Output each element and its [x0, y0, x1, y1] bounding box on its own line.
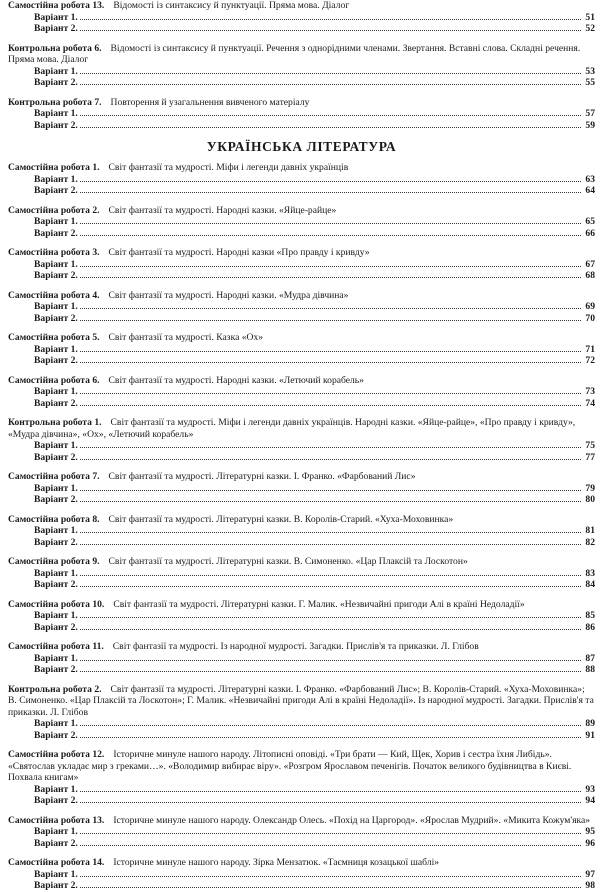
dot-leader	[80, 671, 581, 672]
entry-heading	[8, 514, 595, 526]
page-number: 67	[585, 258, 595, 270]
toc-entry	[8, 162, 595, 197]
entry-heading	[8, 162, 595, 174]
toc-entry	[8, 332, 595, 367]
page-number: 81	[585, 525, 595, 536]
entry-topic: Світ фантазії та мудрості. Із народної мудрості. Загадки. Прислів'я та приказки. Л. Глібов	[112, 641, 479, 652]
variant-name: Варіант 1.	[34, 343, 78, 355]
entry-heading	[8, 290, 595, 302]
variant-line[interactable]	[8, 216, 595, 228]
dot-leader	[80, 737, 581, 738]
page-number: 65	[585, 216, 595, 227]
page-number: 86	[585, 621, 595, 633]
entry-topic: Світ фантазії та мудрості. Літературні казки. В. Симоненко. «Цар Плаксій та Лоскотон»	[108, 556, 468, 567]
variant-line[interactable]	[8, 174, 595, 186]
variant-line[interactable]	[8, 494, 595, 506]
page-number: 91	[585, 729, 595, 741]
entry-topic: Світ фантазії та мудрості. Народні казки. «Яйце-райце»	[108, 204, 337, 216]
dot-leader	[80, 447, 581, 448]
page-number: 75	[585, 440, 595, 451]
variant-name: Варіант 1.	[34, 216, 78, 227]
variant-name: Варіант 1.	[34, 108, 78, 119]
variant-line[interactable]	[8, 718, 595, 730]
toc-entry	[8, 749, 595, 807]
variant-line[interactable]	[8, 795, 595, 807]
entry-label: Самостійна робота 5.	[8, 332, 100, 343]
entry-topic: Світ фантазії та мудрості. Літературні казки. Г. Малик. «Незвичайні пригоди Алі в країні Недоладії»	[113, 598, 525, 610]
toc-entry	[8, 471, 595, 506]
entry-topic: Світ фантазії та мудрості. Літературні казки. І. Франко. «Фарбований Лис»	[108, 471, 416, 482]
variant-name: Варіант 2.	[34, 270, 78, 281]
page-number: 57	[585, 108, 595, 119]
dot-leader	[80, 501, 581, 502]
toc-entry	[8, 641, 595, 676]
dot-leader	[80, 459, 581, 460]
variant-name: Варіант 2.	[34, 355, 78, 366]
page-number: 98	[585, 880, 595, 891]
page-number: 87	[585, 652, 595, 664]
page-number: 85	[585, 610, 595, 621]
toc-entry	[8, 599, 595, 634]
variant-line[interactable]	[8, 12, 595, 24]
entry-heading	[8, 205, 595, 217]
entry-topic: Світ фантазії та мудрості. Народні казки. «Мудра дівчина»	[108, 289, 349, 301]
entry-label: Самостійна робота 13.	[8, 814, 105, 826]
variant-name: Варіант 1.	[34, 567, 78, 579]
toc-entry	[8, 375, 595, 410]
dot-leader	[80, 629, 581, 630]
entry-heading	[8, 556, 595, 568]
variant-line[interactable]	[8, 653, 595, 665]
dot-leader	[80, 362, 581, 363]
variant-name: Варіант 2.	[34, 536, 78, 548]
variant-line[interactable]	[8, 838, 595, 850]
variant-line[interactable]	[8, 313, 595, 325]
dot-leader	[80, 660, 581, 661]
page-number: 73	[585, 386, 595, 397]
entry-heading	[8, 417, 595, 440]
page-number: 82	[585, 536, 595, 548]
variant-line[interactable]	[8, 386, 595, 398]
variant-name: Варіант 1.	[34, 258, 78, 270]
variant-line[interactable]	[8, 344, 595, 356]
dot-leader	[80, 791, 581, 792]
variant-name: Варіант 2.	[34, 397, 78, 409]
page-number: 94	[585, 795, 595, 806]
entry-label: Самостійна робота 7.	[8, 471, 100, 482]
variant-name: Варіант 2.	[34, 227, 78, 239]
variant-name: Варіант 1.	[34, 482, 78, 494]
dot-leader	[80, 617, 581, 618]
entry-heading	[8, 471, 595, 483]
toc-entry	[8, 417, 595, 463]
dot-leader	[80, 575, 581, 576]
entry-label: Самостійна робота 9.	[8, 556, 100, 567]
entry-heading	[8, 247, 595, 259]
variant-line[interactable]	[8, 525, 595, 537]
variant-line[interactable]	[8, 228, 595, 240]
variant-line[interactable]	[8, 610, 595, 622]
variant-line[interactable]	[8, 664, 595, 676]
variant-line[interactable]	[8, 440, 595, 452]
page-number: 79	[585, 482, 595, 494]
variant-line[interactable]	[8, 880, 595, 892]
page-number: 71	[585, 343, 595, 355]
variant-line[interactable]	[8, 537, 595, 549]
variant-name: Варіант 1.	[34, 868, 78, 880]
entry-heading	[8, 599, 595, 611]
page-number: 63	[585, 173, 595, 185]
page-number: 68	[585, 270, 595, 281]
variant-name: Варіант 2.	[34, 77, 78, 88]
toc-entry	[8, 0, 595, 35]
variant-name: Варіант 2.	[34, 795, 78, 806]
toc-entry	[8, 684, 595, 742]
entry-heading	[8, 43, 595, 66]
toc-entry	[8, 514, 595, 549]
entry-heading	[8, 375, 595, 387]
variant-name: Варіант 2.	[34, 621, 78, 633]
toc-entry	[8, 247, 595, 282]
dot-leader	[80, 393, 581, 394]
page-number: 77	[585, 451, 595, 463]
toc-entry	[8, 857, 595, 892]
page-number: 72	[585, 355, 595, 366]
variant-name: Варіант 2.	[34, 880, 78, 891]
page-number: 95	[585, 826, 595, 837]
entry-heading	[8, 641, 595, 653]
dot-leader	[80, 266, 581, 267]
variant-line[interactable]	[8, 259, 595, 271]
page-number: 66	[585, 227, 595, 239]
variant-name: Варіант 1.	[34, 386, 78, 397]
entry-heading	[8, 0, 595, 12]
variant-line[interactable]	[8, 579, 595, 591]
variant-name: Варіант 2.	[34, 312, 78, 324]
variant-line[interactable]	[8, 483, 595, 495]
variant-name: Варіант 1.	[34, 783, 78, 795]
entry-heading	[8, 857, 595, 869]
toc-section	[8, 0, 595, 131]
variant-name: Варіант 1.	[34, 301, 78, 312]
entry-label: Контрольна робота 2.	[8, 683, 102, 695]
variant-line[interactable]	[8, 452, 595, 464]
dot-leader	[80, 115, 581, 116]
page-number: 64	[585, 185, 595, 196]
variant-line[interactable]	[8, 398, 595, 410]
variant-name: Варіант 2.	[34, 579, 78, 590]
dot-leader	[80, 845, 581, 846]
dot-leader	[80, 490, 581, 491]
variant-name: Варіант 1.	[34, 525, 78, 536]
entry-label: Контрольна робота 1.	[8, 417, 102, 428]
variant-name: Варіант 1.	[34, 826, 78, 837]
dot-leader	[80, 405, 581, 406]
page-number: 80	[585, 494, 595, 505]
variant-name: Варіант 1.	[34, 440, 78, 451]
entry-heading	[8, 684, 595, 719]
entry-label: Самостійна робота 4.	[8, 289, 100, 301]
entry-label: Самостійна робота 2.	[8, 204, 100, 216]
variant-line[interactable]	[8, 869, 595, 881]
variant-line[interactable]	[8, 77, 595, 89]
entry-label: Самостійна робота 8.	[8, 513, 100, 525]
dot-leader	[80, 19, 581, 20]
dot-leader	[80, 887, 581, 888]
dot-leader	[80, 192, 581, 193]
toc-entry	[8, 290, 595, 325]
dot-leader	[80, 84, 581, 85]
entry-heading	[8, 332, 595, 344]
variant-line[interactable]	[8, 568, 595, 580]
variant-name: Варіант 2.	[34, 729, 78, 741]
entry-topic: Світ фантазії та мудрості. Казка «Ох»	[108, 332, 264, 343]
entry-topic: Відомості із синтаксису й пунктуації. Речення з однорідними членами. Звертання. Вставні слова. Складні речення. Пряма мова. Діалог	[8, 42, 581, 65]
page-number: 52	[585, 23, 595, 34]
variant-name: Варіант 1.	[34, 11, 78, 23]
variant-name: Варіант 2.	[34, 23, 78, 34]
entry-label: Самостійна робота 12.	[8, 749, 105, 760]
entry-topic: Світ фантазії та мудрості. Літературні казки. І. Франко. «Фарбований Лис»; В. Королів-Старий. «Хуха-Моховинка»; В. Симоненко. «Цар Плаксій та Лоскотон»; Г. Малик. «Незвичайні пригоди Алі в країні Недоладії». Із народної мудрості. Загадки. Прислів'я та приказки. Л. Глібов	[8, 683, 594, 718]
page-number: 93	[585, 783, 595, 795]
variant-name: Варіант 2.	[34, 494, 78, 505]
page-number: 55	[585, 77, 595, 88]
page-number: 96	[585, 837, 595, 849]
entry-label: Самостійна робота 3.	[8, 247, 100, 258]
variant-name: Варіант 2.	[34, 185, 78, 196]
page-number: 97	[585, 868, 595, 880]
dot-leader	[80, 320, 581, 321]
variant-name: Варіант 1.	[34, 610, 78, 621]
entry-label: Самостійна робота 10.	[8, 598, 105, 610]
page-number: 51	[585, 11, 595, 23]
entry-topic: Світ фантазії та мудрості. Народні казки. «Летючий корабель»	[108, 374, 364, 386]
dot-leader	[80, 802, 581, 803]
entry-heading	[8, 815, 595, 827]
dot-leader	[80, 833, 581, 834]
dot-leader	[80, 876, 581, 877]
variant-name: Варіант 2.	[34, 664, 78, 675]
toc-entry	[8, 97, 595, 132]
dot-leader	[80, 30, 581, 31]
dot-leader	[80, 586, 581, 587]
page-number: 74	[585, 397, 595, 409]
entry-topic: Історичне минуле нашого народу. Літописні оповіді. «Три брати — Кий, Щек, Хорив і сестра їхня Либідь». «Святослав укладає мир з греками…». «Володимир вибирає віру». «Розгром Ярославом печенігів. Початок великого будівництва в Києві. Похвала книгам»	[8, 749, 572, 783]
entry-topic: Повторення й узагальнення вивченого матеріалу	[110, 96, 310, 108]
entry-topic: Світ фантазії та мудрості. Народні казки «Про правду і кривду»	[108, 247, 370, 258]
variant-line[interactable]	[8, 108, 595, 120]
variant-line[interactable]	[8, 185, 595, 197]
variant-line[interactable]	[8, 301, 595, 313]
page-number: 89	[585, 718, 595, 729]
variant-line[interactable]	[8, 784, 595, 796]
toc-entry	[8, 205, 595, 240]
dot-leader	[80, 725, 581, 726]
page-number: 83	[585, 567, 595, 579]
page-number: 53	[585, 65, 595, 77]
entry-topic: Світ фантазії та мудрості. Міфи і легенди давніх українців	[108, 162, 349, 173]
toc-entry	[8, 815, 595, 850]
dot-leader	[80, 127, 581, 128]
entry-topic: Світ фантазії та мудрості. Літературні казки. В. Королів-Старий. «Хуха-Моховинка»	[108, 513, 454, 525]
entry-heading	[8, 749, 595, 784]
variant-line[interactable]	[8, 826, 595, 838]
dot-leader	[80, 73, 581, 74]
entry-label: Контрольна робота 6.	[8, 42, 102, 54]
entry-topic: Історичне минуле нашого народу. Зірка Мензатюк. «Таємниця козацької шаблі»	[113, 857, 440, 868]
entry-label: Самостійна робота 14.	[8, 857, 105, 868]
dot-leader	[80, 235, 581, 236]
dot-leader	[80, 544, 581, 545]
dot-leader	[80, 308, 581, 309]
variant-name: Варіант 1.	[34, 652, 78, 664]
variant-line[interactable]	[8, 355, 595, 367]
variant-line[interactable]	[8, 730, 595, 742]
variant-name: Варіант 1.	[34, 65, 78, 77]
entry-heading	[8, 97, 595, 109]
variant-name: Варіант 2.	[34, 837, 78, 849]
toc-entry	[8, 43, 595, 89]
variant-line[interactable]	[8, 270, 595, 282]
page-number: 70	[585, 312, 595, 324]
dot-leader	[80, 351, 581, 352]
dot-leader	[80, 277, 581, 278]
entry-label: Самостійна робота 1.	[8, 162, 100, 173]
dot-leader	[80, 223, 581, 224]
section-title: УКРАЇНСЬКА ЛІТЕРАТУРА	[206, 139, 397, 154]
variant-name: Варіант 1.	[34, 718, 78, 729]
entry-label: Контрольна робота 7.	[8, 96, 102, 108]
variant-name: Варіант 2.	[34, 451, 78, 463]
entry-topic: Історичне минуле нашого народу. Олександр Олесь. «Похід на Царгород». «Ярослав Мудрий». «Микита Кожум'яка»	[113, 814, 591, 826]
entry-topic: Відомості із синтаксису й пунктуації. Пряма мова. Діалог	[113, 0, 350, 11]
variant-line[interactable]	[8, 66, 595, 78]
page-number: 69	[585, 301, 595, 312]
variant-line[interactable]	[8, 23, 595, 35]
variant-line[interactable]	[8, 622, 595, 634]
entry-label: Самостійна робота 11.	[8, 641, 104, 652]
page-number: 88	[585, 664, 595, 675]
dot-leader	[80, 532, 581, 533]
toc-entry	[8, 556, 595, 591]
dot-leader	[80, 181, 581, 182]
page-number: 59	[585, 119, 595, 131]
variant-line[interactable]	[8, 120, 595, 132]
toc-section	[8, 139, 595, 892]
page-number: 84	[585, 579, 595, 590]
entry-label: Самостійна робота 6.	[8, 374, 100, 386]
variant-name: Варіант 1.	[34, 173, 78, 185]
entry-label: Самостійна робота 13.	[8, 0, 105, 11]
entry-topic: Світ фантазії та мудрості. Міфи і легенди давніх українців. Народні казки. «Яйце-райце», «Про правду і кривду», «Мудра дівчина», «Ох», «Летючий корабель»	[8, 417, 576, 440]
variant-name: Варіант 2.	[34, 119, 78, 131]
